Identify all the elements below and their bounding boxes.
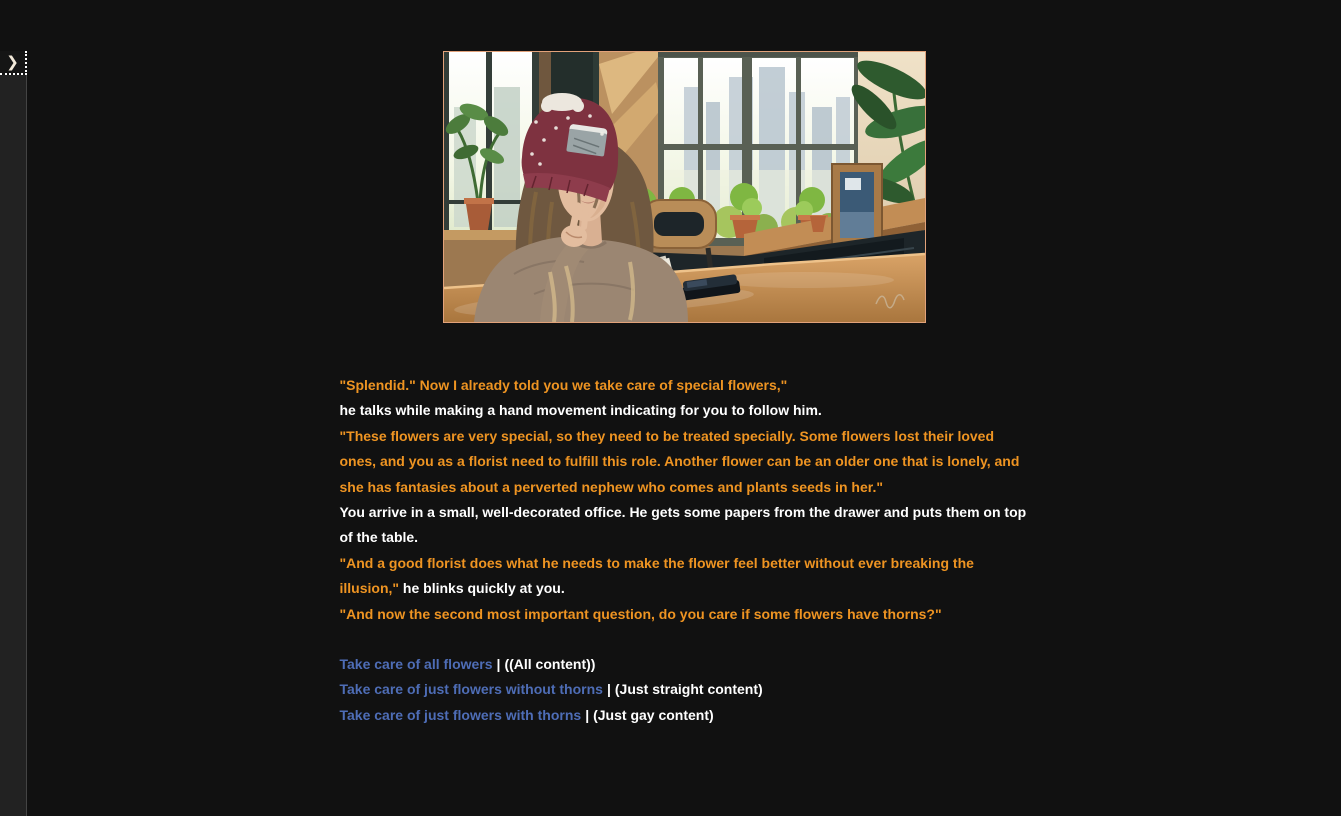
speech-text: "And a good florist does what he needs to make the flower feel better without ever breaking the illusion," <box>339 554 974 597</box>
choice-note: (Just gay content) <box>593 706 714 723</box>
paragraph-spacer <box>340 627 1030 652</box>
story-paragraph <box>340 373 1030 398</box>
story-paragraph <box>340 602 1030 627</box>
office-selfie-illustration <box>444 52 925 322</box>
story-paragraph <box>340 424 1030 500</box>
beanie-patch <box>566 124 608 157</box>
choice-list <box>340 652 1030 728</box>
passage-area <box>28 51 1341 728</box>
story-column <box>340 51 1030 728</box>
choice-row <box>340 703 1030 728</box>
story-paragraph <box>340 398 1030 423</box>
speech-text: "And now the second most important question, do you care if some flowers have thorns?" <box>339 605 942 622</box>
choice-note: ((All content)) <box>504 656 596 673</box>
choice-separator: | <box>496 656 501 673</box>
ui-bar-stowed <box>0 51 27 816</box>
speech-text: "These flowers are very special, so they need to be treated specially. Some flowers lost their loved ones, and you as a florist need to fulfill this role. Another flower can be an older one that is lonely, and she has fantasies about a perverted nephew who comes and plants seeds in her." <box>339 427 1020 495</box>
narration-text: You arrive in a small, well-decorated office. He gets some papers from the drawer and puts them on top of the table. <box>339 504 1027 546</box>
narration-text: he talks while making a hand movement indicating for you to follow him. <box>339 402 822 419</box>
choice-link[interactable]: Take care of all flowers <box>339 656 493 673</box>
story-image <box>443 51 926 323</box>
choice-separator: | <box>606 681 611 698</box>
choice-row <box>340 652 1030 677</box>
choice-link[interactable]: Take care of just flowers without thorns <box>339 681 603 698</box>
passage-text <box>340 373 1030 627</box>
story-paragraph <box>340 500 1030 551</box>
app-root <box>0 51 1341 816</box>
narration-text: he blinks quickly at you. <box>399 580 565 597</box>
choice-link[interactable]: Take care of just flowers with thorns <box>339 706 582 723</box>
sidebar-toggle-button[interactable] <box>0 51 27 75</box>
choice-note: (Just straight content) <box>614 681 763 698</box>
speech-text: "Splendid." Now I already told you we take care of special flowers," <box>339 377 788 393</box>
choice-separator: | <box>585 706 590 723</box>
chevron-right-icon: ❯ <box>6 53 19 71</box>
story-paragraph <box>340 551 1030 602</box>
choice-row <box>340 677 1030 702</box>
